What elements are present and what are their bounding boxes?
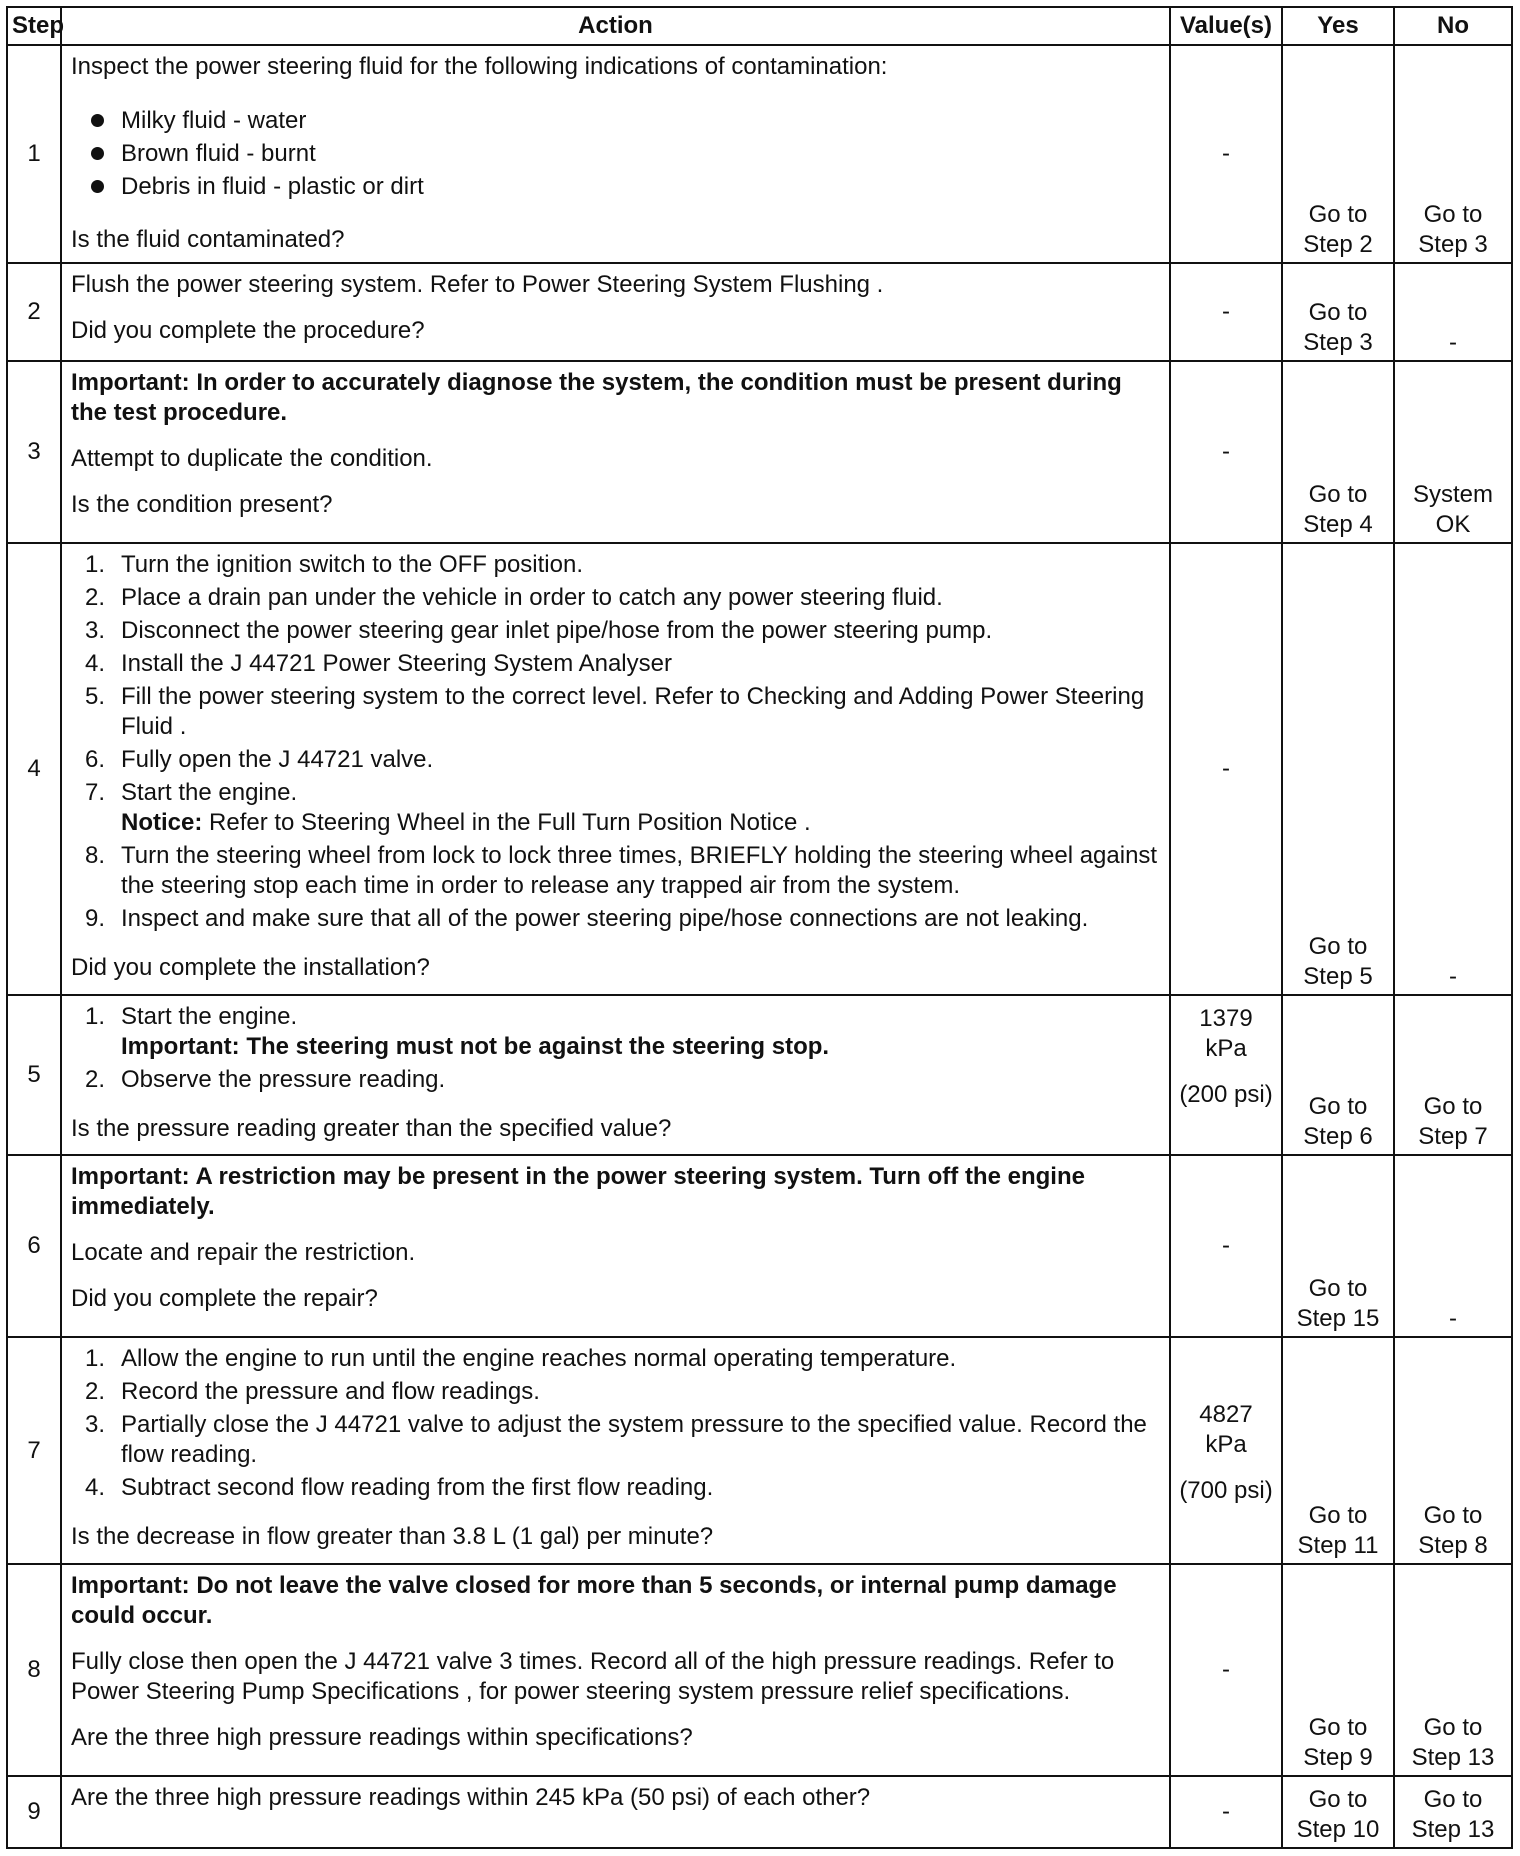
yes-cell: Go to Step 5 bbox=[1282, 543, 1394, 995]
yes-cell: Go to Step 10 bbox=[1282, 1776, 1394, 1848]
important-text: In order to accurately diagnose the system, the condition must be present during the test procedure. bbox=[71, 369, 1122, 426]
important-note bbox=[71, 1571, 1162, 1631]
action-question: Did you complete the repair? bbox=[71, 1285, 378, 1312]
important-label: Important: bbox=[121, 1033, 240, 1060]
value-cell: - bbox=[1170, 543, 1282, 995]
value-alt: (700 psi) bbox=[1179, 1476, 1273, 1504]
table-row bbox=[7, 45, 1512, 263]
no-cell: - bbox=[1394, 263, 1512, 361]
table-row bbox=[7, 995, 1512, 1155]
table-row bbox=[7, 1776, 1512, 1848]
yes-cell: Go to Step 3 bbox=[1282, 263, 1394, 361]
important-label: Important: bbox=[71, 1572, 190, 1599]
step-number: 8 bbox=[7, 1564, 61, 1776]
header-row bbox=[7, 7, 1512, 45]
action-cell bbox=[61, 361, 1170, 543]
table-row bbox=[7, 1337, 1512, 1564]
list-item: Brown fluid - burnt bbox=[91, 137, 1162, 170]
important-note bbox=[121, 1032, 1162, 1062]
step-number: 6 bbox=[7, 1155, 61, 1337]
list-item: 7. Start the engine. Notice: Refer to Steering Wheel in the Full Turn Position Notice . bbox=[71, 778, 1162, 838]
value-cell: - bbox=[1170, 263, 1282, 361]
important-label: Important: bbox=[71, 369, 190, 396]
table-row bbox=[7, 1155, 1512, 1337]
header-values: Value(s) bbox=[1170, 7, 1282, 45]
table-row bbox=[7, 1564, 1512, 1776]
list-item: 5. Fill the power steering system to the correct level. Refer to Checking and Adding Power Steering Fluid . bbox=[85, 683, 1145, 740]
action-question: Is the condition present? bbox=[71, 491, 333, 518]
value-cell: - bbox=[1170, 1776, 1282, 1848]
action-intro: Flush the power steering system. Refer to Power Steering System Flushing . bbox=[71, 271, 884, 298]
important-text: The steering must not be against the steering stop. bbox=[246, 1033, 830, 1060]
list-item: 1. Allow the engine to run until the engine reaches normal operating temperature. bbox=[85, 1345, 957, 1372]
list-item: 1. Turn the ignition switch to the OFF position. bbox=[85, 551, 583, 578]
action-cell bbox=[61, 1776, 1170, 1848]
yes-cell: Go to Step 2 bbox=[1282, 45, 1394, 263]
list-item: 2. Observe the pressure reading. bbox=[85, 1066, 446, 1093]
yes-cell: Go to Step 4 bbox=[1282, 361, 1394, 543]
list-item: Milky fluid - water bbox=[91, 104, 1162, 137]
action-body: Locate and repair the restriction. bbox=[71, 1239, 416, 1266]
list-item: 2. Record the pressure and flow readings. bbox=[85, 1378, 540, 1405]
list-item: 3. Partially close the J 44721 valve to adjust the system pressure to the specified value. Record the flow reading. bbox=[85, 1411, 1147, 1468]
action-intro: Inspect the power steering fluid for the following indications of contamination: bbox=[71, 53, 888, 80]
notice-label: Notice: bbox=[121, 809, 203, 836]
header-action: Action bbox=[61, 7, 1170, 45]
value-cell bbox=[1170, 1337, 1282, 1564]
value-cell: - bbox=[1170, 1564, 1282, 1776]
numbered-list bbox=[71, 1344, 1162, 1503]
table-row bbox=[7, 263, 1512, 361]
step-number: 4 bbox=[7, 543, 61, 995]
action-cell bbox=[61, 263, 1170, 361]
table-row bbox=[7, 361, 1512, 543]
action-question: Are the three high pressure readings within specifications? bbox=[71, 1724, 693, 1751]
yes-cell: Go to Step 9 bbox=[1282, 1564, 1394, 1776]
notice-text: Refer to Steering Wheel in the Full Turn Position Notice . bbox=[209, 809, 811, 836]
header-no: No bbox=[1394, 7, 1512, 45]
action-question: Is the fluid contaminated? bbox=[71, 226, 345, 253]
list-item: Debris in fluid - plastic or dirt bbox=[91, 170, 1162, 203]
value-cell: - bbox=[1170, 361, 1282, 543]
yes-cell: Go to Step 15 bbox=[1282, 1155, 1394, 1337]
table-row bbox=[7, 543, 1512, 995]
list-item: 3. Disconnect the power steering gear inlet pipe/hose from the power steering pump. bbox=[85, 617, 993, 644]
yes-cell: Go to Step 6 bbox=[1282, 995, 1394, 1155]
no-cell: Go to Step 7 bbox=[1394, 995, 1512, 1155]
action-question: Did you complete the procedure? bbox=[71, 317, 425, 344]
important-note bbox=[71, 368, 1162, 428]
list-item: 2. Place a drain pan under the vehicle in order to catch any power steering fluid. bbox=[85, 584, 943, 611]
no-cell: - bbox=[1394, 543, 1512, 995]
value-main: 1379 kPa bbox=[1199, 1005, 1253, 1062]
list-item: 9. Inspect and make sure that all of the power steering pipe/hose connections are not leaking. bbox=[85, 905, 1089, 932]
step-number: 3 bbox=[7, 361, 61, 543]
action-question: Is the pressure reading greater than the specified value? bbox=[71, 1115, 672, 1142]
header-yes: Yes bbox=[1282, 7, 1394, 45]
important-text: Do not leave the valve closed for more than 5 seconds, or internal pump damage could occur. bbox=[71, 1572, 1117, 1629]
value-alt: (200 psi) bbox=[1179, 1081, 1273, 1108]
action-cell bbox=[61, 1564, 1170, 1776]
action-body: Attempt to duplicate the condition. bbox=[71, 445, 433, 472]
action-cell bbox=[61, 543, 1170, 995]
notice-note bbox=[121, 808, 1162, 838]
list-item: 6. Fully open the J 44721 valve. bbox=[85, 746, 434, 773]
no-cell: Go to Step 13 bbox=[1394, 1564, 1512, 1776]
action-cell bbox=[61, 995, 1170, 1155]
important-text: A restriction may be present in the power steering system. Turn off the engine immediately. bbox=[71, 1163, 1085, 1220]
list-item: 8. Turn the steering wheel from lock to lock three times, BRIEFLY holding the steering wheel against the steering stop each time in order to release any trapped air from the system. bbox=[85, 842, 1158, 899]
step-number: 1 bbox=[7, 45, 61, 263]
no-cell: System OK bbox=[1394, 361, 1512, 543]
action-body: Fully close then open the J 44721 valve 3 times. Record all of the high pressure readings. Refer to Power Steering Pump Specifications , for power steering system pressure relief specifications. bbox=[71, 1648, 1115, 1705]
action-question: Is the decrease in flow greater than 3.8 L (1 gal) per minute? bbox=[71, 1523, 714, 1550]
important-label: Important: bbox=[71, 1163, 190, 1190]
yes-cell: Go to Step 11 bbox=[1282, 1337, 1394, 1564]
action-question: Are the three high pressure readings within 245 kPa (50 psi) of each other? bbox=[71, 1784, 871, 1811]
no-cell: Go to Step 8 bbox=[1394, 1337, 1512, 1564]
list-item: 4. Install the J 44721 Power Steering System Analyser bbox=[85, 650, 672, 677]
action-cell bbox=[61, 1155, 1170, 1337]
step-number: 7 bbox=[7, 1337, 61, 1564]
value-cell: - bbox=[1170, 1155, 1282, 1337]
action-cell bbox=[61, 1337, 1170, 1564]
numbered-list bbox=[71, 1002, 1162, 1095]
header-step: Step bbox=[7, 7, 61, 45]
action-cell bbox=[61, 45, 1170, 263]
no-cell: Go to Step 3 bbox=[1394, 45, 1512, 263]
value-main: 4827 kPa bbox=[1199, 1400, 1253, 1458]
no-cell: Go to Step 13 bbox=[1394, 1776, 1512, 1848]
action-question: Did you complete the installation? bbox=[71, 954, 430, 981]
step-number: 9 bbox=[7, 1776, 61, 1848]
diagnostic-table bbox=[6, 6, 1513, 1849]
list-item: 4. Subtract second flow reading from the first flow reading. bbox=[85, 1474, 714, 1501]
value-cell: - bbox=[1170, 45, 1282, 263]
no-cell: - bbox=[1394, 1155, 1512, 1337]
value-cell bbox=[1170, 995, 1282, 1155]
bullet-list bbox=[71, 104, 1162, 203]
important-note bbox=[71, 1162, 1162, 1222]
list-item: 1. Start the engine. Important: The steering must not be against the steering stop. bbox=[71, 1002, 1162, 1062]
numbered-list bbox=[71, 550, 1162, 934]
step-number: 2 bbox=[7, 263, 61, 361]
step-number: 5 bbox=[7, 995, 61, 1155]
